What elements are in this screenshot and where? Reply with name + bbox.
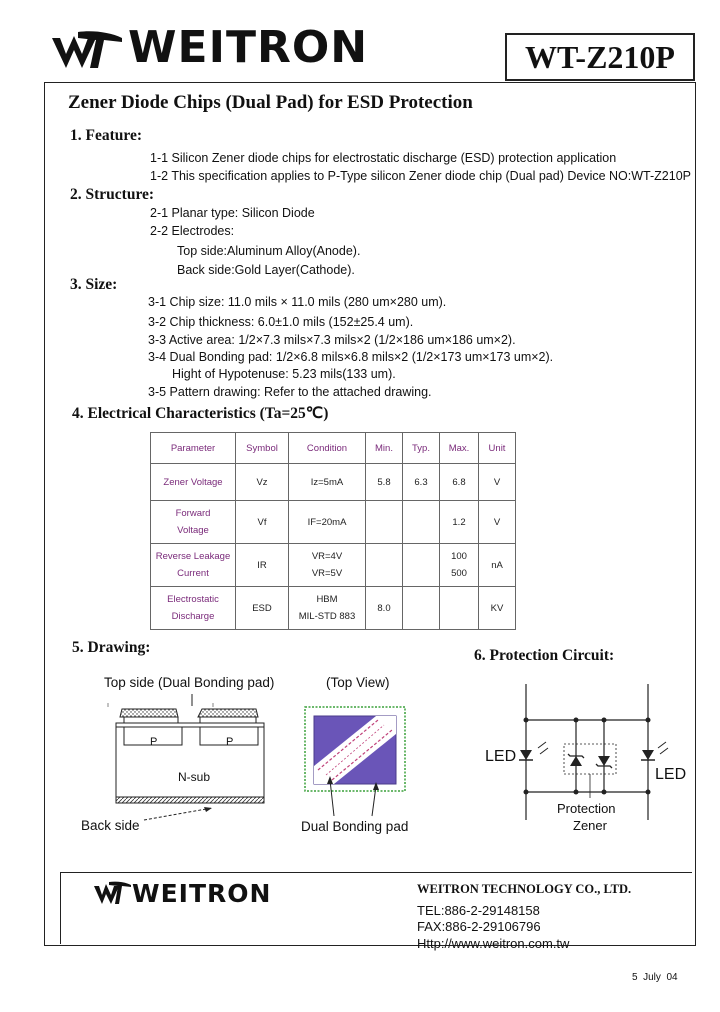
size-line: 3-4 Dual Bonding pad: 1/2×6.8 mils×6.8 mils×2 (1/2×173 um×173 um×2). xyxy=(148,350,554,364)
structure-line: 2-1 Planar type: Silicon Diode xyxy=(150,206,315,220)
symbol-cell: Vf xyxy=(257,516,267,528)
col-header: Max. xyxy=(440,433,479,464)
table-row xyxy=(151,544,516,587)
footer-logo-mark xyxy=(92,880,132,908)
condition-cell: VR=5V xyxy=(311,568,343,579)
electrical-heading: 4. Electrical Characteristics (Ta=25℃) xyxy=(72,405,329,422)
top-side-label: Top side (Dual Bonding pad) xyxy=(104,675,275,690)
max-cell: 500 xyxy=(451,568,467,579)
feature-line: 1-1 Silicon Zener diode chips for electrostatic discharge (ESD) protection application xyxy=(150,151,617,165)
param-cell: Forward xyxy=(175,508,211,519)
top-side-arrow xyxy=(186,690,236,710)
nsub-label: N-sub xyxy=(178,770,211,784)
protection-label: Protection xyxy=(557,801,616,816)
led-right-symbol xyxy=(641,742,668,760)
unit-cell: KV xyxy=(490,602,504,614)
min-cell: 8.0 xyxy=(377,602,391,614)
condition-cell: VR=4V xyxy=(311,551,343,562)
col-header: Unit xyxy=(479,433,516,464)
unit-cell: V xyxy=(493,476,501,488)
table-row xyxy=(151,501,516,544)
bonding-pad-right xyxy=(198,709,258,717)
company-name: WEITRON TECHNOLOGY CO., LTD. xyxy=(417,882,632,896)
revision-date: 5 July 04 xyxy=(632,972,678,983)
table-header-row xyxy=(151,433,516,464)
min-cell: 5.8 xyxy=(377,476,391,488)
bonding-pad-left xyxy=(120,709,178,717)
col-header: Parameter xyxy=(151,433,236,464)
col-header: Symbol xyxy=(236,433,289,464)
size-line: 3-2 Chip thickness: 6.0±1.0 mils (152±25.4 um). xyxy=(148,315,414,329)
structure-line: 2-2 Electrodes: xyxy=(150,224,235,238)
top-view-label: (Top View) xyxy=(326,675,390,690)
symbol-cell: IR xyxy=(257,559,267,571)
structure-line: Back side:Gold Layer(Cathode). xyxy=(177,263,355,277)
dual-bonding-pad-label: Dual Bonding pad xyxy=(301,819,409,834)
col-header: Condition xyxy=(289,433,366,464)
param-cell: Reverse Leakage xyxy=(155,551,231,562)
brand-name: WEITRON xyxy=(128,22,369,73)
param-cell: Current xyxy=(177,568,209,579)
company-web-link[interactable]: Http://www.weitron.com.tw xyxy=(417,936,570,951)
zener-diode-right xyxy=(596,756,612,768)
size-line: 3-3 Active area: 1/2×7.3 mils×7.3 mils×2 (1/2×186 um×186 um×2). xyxy=(148,333,516,347)
condition-cell: MIL-STD 883 xyxy=(298,611,356,622)
table-row xyxy=(151,464,516,501)
condition-cell: IF=20mA xyxy=(307,516,347,528)
table-row xyxy=(151,587,516,630)
company-fax: FAX:886-2-29106796 xyxy=(417,919,541,934)
symbol-cell: ESD xyxy=(252,602,272,614)
param-cell: Voltage xyxy=(177,525,209,536)
led-left-label: LED xyxy=(485,748,517,765)
part-number: WT-Z210P xyxy=(505,33,695,81)
back-metal xyxy=(116,797,264,803)
size-line: Hight of Hypotenuse: 5.23 mils(133 um). xyxy=(172,367,396,381)
footer-rule-left xyxy=(60,872,61,944)
structure-heading: 2. Structure: xyxy=(70,186,155,203)
condition-cell: Iz=5mA xyxy=(310,476,344,488)
drawing-heading: 5. Drawing: xyxy=(72,639,151,656)
condition-cell: HBM xyxy=(316,594,338,605)
p-label-right: P xyxy=(226,736,234,748)
unit-cell: V xyxy=(493,516,501,528)
back-side-arrow xyxy=(140,804,220,824)
max-cell: 100 xyxy=(451,551,467,562)
unit-cell: nA xyxy=(491,559,503,571)
structure-line: Top side:Aluminum Alloy(Anode). xyxy=(177,244,361,258)
led-right-label: LED xyxy=(655,766,687,783)
size-line: 3-1 Chip size: 11.0 mils × 11.0 mils (280 um×280 um). xyxy=(148,295,447,309)
p-label-left: P xyxy=(150,736,158,748)
footer-rule xyxy=(60,872,692,873)
page-title: Zener Diode Chips (Dual Pad) for ESD Protection xyxy=(68,92,473,113)
param-cell: Discharge xyxy=(171,611,215,622)
max-cell: 1.2 xyxy=(452,516,466,528)
typ-cell: 6.3 xyxy=(414,476,428,488)
weitron-logo-mark xyxy=(48,28,128,74)
led-left-symbol xyxy=(519,742,548,760)
zener-label: Zener xyxy=(573,818,607,833)
symbol-cell: Vz xyxy=(256,476,268,488)
zener-diode-left xyxy=(568,754,584,766)
feature-line: 1-2 This specification applies to P-Type silicon Zener diode chip (Dual pad) Device NO:WT-Z210P xyxy=(150,169,691,183)
circuit-heading: 6. Protection Circuit: xyxy=(474,647,615,664)
col-header: Typ. xyxy=(403,433,440,464)
back-side-label: Back side xyxy=(81,818,140,833)
bond-pad-arrows xyxy=(320,774,390,820)
size-heading: 3. Size: xyxy=(70,276,118,293)
col-header: Min. xyxy=(366,433,403,464)
electrical-table xyxy=(150,432,516,630)
feature-heading: 1. Feature: xyxy=(70,127,143,144)
size-line: 3-5 Pattern drawing: Refer to the attached drawing. xyxy=(148,385,432,399)
max-cell: 6.8 xyxy=(452,476,466,488)
param-cell: Electrostatic xyxy=(167,594,219,605)
param-cell: Zener Voltage xyxy=(163,476,223,488)
footer-brand: WEITRON xyxy=(132,879,272,908)
company-tel: TEL:886-2-29148158 xyxy=(417,903,540,918)
